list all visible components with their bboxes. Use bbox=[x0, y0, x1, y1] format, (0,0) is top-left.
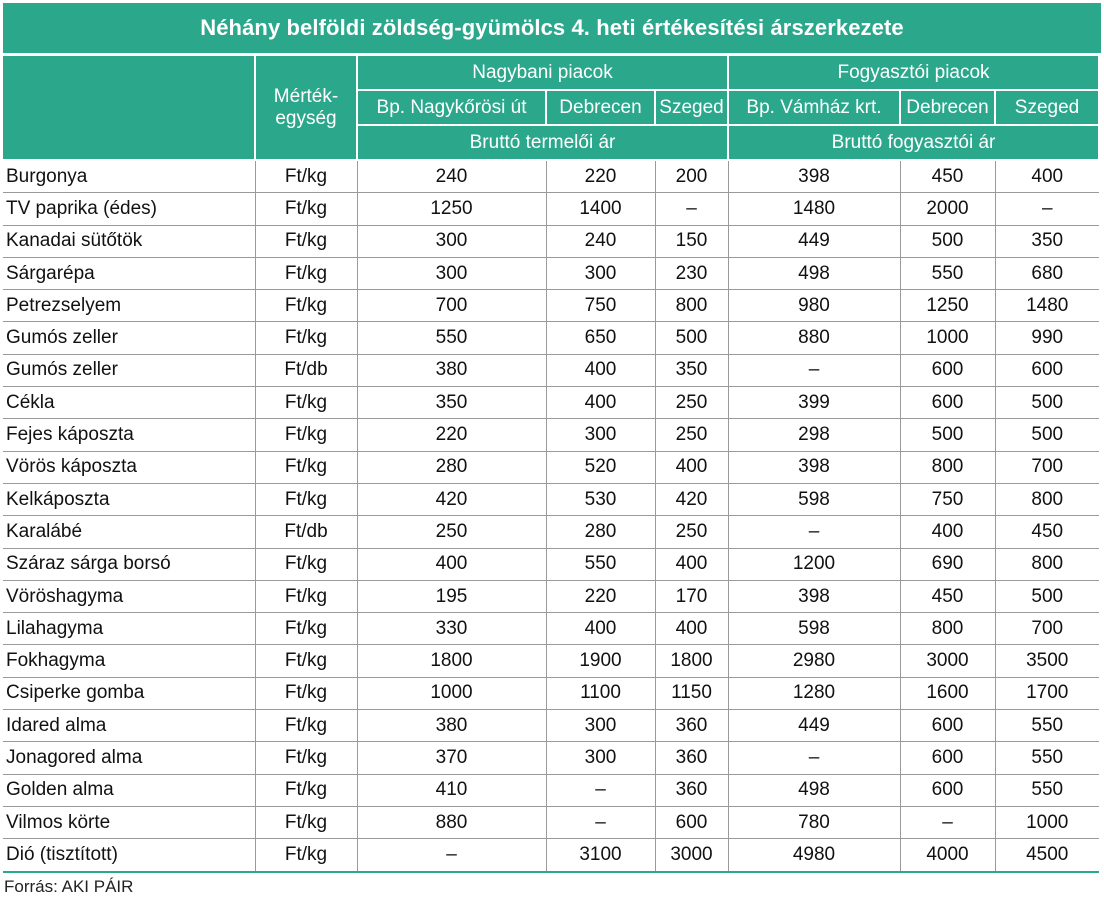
price-cell: 398 bbox=[728, 580, 900, 612]
price-cell: 230 bbox=[655, 257, 728, 289]
product-name: TV paprika (édes) bbox=[3, 193, 255, 225]
unit-cell: Ft/kg bbox=[255, 806, 357, 838]
header-corner bbox=[3, 55, 255, 160]
price-cell: 550 bbox=[357, 322, 546, 354]
price-cell: 200 bbox=[655, 160, 728, 193]
product-name: Száraz sárga borsó bbox=[3, 548, 255, 580]
table-row bbox=[3, 290, 1099, 322]
price-cell: 450 bbox=[900, 580, 995, 612]
product-name: Dió (tisztított) bbox=[3, 839, 255, 872]
price-cell: 880 bbox=[357, 806, 546, 838]
product-name: Burgonya bbox=[3, 160, 255, 193]
price-cell: 1700 bbox=[995, 677, 1099, 709]
price-cell: 450 bbox=[995, 516, 1099, 548]
price-cell: 3100 bbox=[546, 839, 655, 872]
header-unit: Mérték-egység bbox=[255, 55, 357, 160]
price-cell: 600 bbox=[995, 354, 1099, 386]
unit-cell: Ft/kg bbox=[255, 451, 357, 483]
price-cell: – bbox=[546, 774, 655, 806]
price-cell: 400 bbox=[546, 387, 655, 419]
price-cell: 250 bbox=[655, 419, 728, 451]
price-cell: 500 bbox=[995, 387, 1099, 419]
price-cell: 1000 bbox=[900, 322, 995, 354]
price-cell: 240 bbox=[546, 225, 655, 257]
table-row bbox=[3, 225, 1099, 257]
price-cell: – bbox=[728, 742, 900, 774]
price-cell: 4000 bbox=[900, 839, 995, 872]
unit-cell: Ft/kg bbox=[255, 387, 357, 419]
price-table bbox=[3, 54, 1100, 873]
price-cell: 600 bbox=[900, 354, 995, 386]
price-cell: – bbox=[900, 806, 995, 838]
price-cell: 498 bbox=[728, 257, 900, 289]
price-cell: 1150 bbox=[655, 677, 728, 709]
price-cell: 700 bbox=[995, 451, 1099, 483]
header-market-szeged-retail: Szeged bbox=[995, 90, 1099, 125]
price-cell: 330 bbox=[357, 613, 546, 645]
price-cell: 220 bbox=[546, 160, 655, 193]
price-cell: 250 bbox=[655, 516, 728, 548]
table-row bbox=[3, 483, 1099, 515]
price-cell: 1800 bbox=[357, 645, 546, 677]
price-cell: 370 bbox=[357, 742, 546, 774]
price-cell: 750 bbox=[546, 290, 655, 322]
price-cell: 600 bbox=[900, 742, 995, 774]
price-cell: 680 bbox=[995, 257, 1099, 289]
product-name: Karalábé bbox=[3, 516, 255, 548]
product-name: Cékla bbox=[3, 387, 255, 419]
header-wholesale-price: Bruttó termelői ár bbox=[357, 125, 728, 160]
price-cell: 700 bbox=[995, 613, 1099, 645]
price-cell: – bbox=[728, 354, 900, 386]
price-cell: 700 bbox=[357, 290, 546, 322]
unit-cell: Ft/kg bbox=[255, 290, 357, 322]
price-cell: 300 bbox=[546, 742, 655, 774]
price-cell: 550 bbox=[900, 257, 995, 289]
table-row bbox=[3, 354, 1099, 386]
price-cell: 450 bbox=[900, 160, 995, 193]
price-cell: 3000 bbox=[900, 645, 995, 677]
table-row bbox=[3, 322, 1099, 354]
product-name: Idared alma bbox=[3, 710, 255, 742]
price-cell: 800 bbox=[900, 613, 995, 645]
product-name: Vöröshagyma bbox=[3, 580, 255, 612]
price-cell: 400 bbox=[546, 354, 655, 386]
price-cell: 600 bbox=[900, 387, 995, 419]
price-cell: 398 bbox=[728, 451, 900, 483]
price-cell: 400 bbox=[546, 613, 655, 645]
table-title: Néhány belföldi zöldség-gyümölcs 4. heti értékesítési árszerkezete bbox=[3, 3, 1101, 53]
price-cell: 360 bbox=[655, 710, 728, 742]
unit-cell: Ft/kg bbox=[255, 483, 357, 515]
price-cell: 1000 bbox=[357, 677, 546, 709]
price-cell: 780 bbox=[728, 806, 900, 838]
price-cell: – bbox=[546, 806, 655, 838]
product-name: Petrezselyem bbox=[3, 290, 255, 322]
price-cell: 410 bbox=[357, 774, 546, 806]
price-cell: 3000 bbox=[655, 839, 728, 872]
price-cell: 800 bbox=[995, 483, 1099, 515]
table-row bbox=[3, 677, 1099, 709]
product-name: Kanadai sütőtök bbox=[3, 225, 255, 257]
price-cell: 398 bbox=[728, 160, 900, 193]
price-cell: 250 bbox=[357, 516, 546, 548]
price-cell: 500 bbox=[995, 580, 1099, 612]
price-cell: 4500 bbox=[995, 839, 1099, 872]
table-row bbox=[3, 839, 1099, 872]
price-cell: 500 bbox=[900, 225, 995, 257]
header-market-bp-nagykorosi: Bp. Nagykőrösi út bbox=[357, 90, 546, 125]
product-name: Jonagored alma bbox=[3, 742, 255, 774]
price-cell: 690 bbox=[900, 548, 995, 580]
price-cell: 400 bbox=[655, 548, 728, 580]
unit-cell: Ft/kg bbox=[255, 613, 357, 645]
product-name: Fokhagyma bbox=[3, 645, 255, 677]
price-cell: 280 bbox=[357, 451, 546, 483]
table-row bbox=[3, 774, 1099, 806]
source-note: Forrás: AKI PÁIR bbox=[4, 877, 134, 896]
unit-cell: Ft/kg bbox=[255, 839, 357, 872]
price-cell: 220 bbox=[357, 419, 546, 451]
product-name: Gumós zeller bbox=[3, 322, 255, 354]
price-cell: 380 bbox=[357, 710, 546, 742]
unit-cell: Ft/kg bbox=[255, 645, 357, 677]
price-cell: 360 bbox=[655, 774, 728, 806]
price-cell: – bbox=[655, 193, 728, 225]
price-cell: 449 bbox=[728, 710, 900, 742]
unit-cell: Ft/kg bbox=[255, 548, 357, 580]
price-cell: 750 bbox=[900, 483, 995, 515]
unit-cell: Ft/kg bbox=[255, 742, 357, 774]
price-cell: 300 bbox=[546, 710, 655, 742]
unit-cell: Ft/kg bbox=[255, 257, 357, 289]
header-market-bp-vamhaz: Bp. Vámház krt. bbox=[728, 90, 900, 125]
header-retail-price: Bruttó fogyasztói ár bbox=[728, 125, 1099, 160]
table-row bbox=[3, 193, 1099, 225]
price-cell: 400 bbox=[655, 613, 728, 645]
unit-cell: Ft/db bbox=[255, 354, 357, 386]
price-cell: 550 bbox=[995, 742, 1099, 774]
table-row bbox=[3, 710, 1099, 742]
header-market-debrecen-wholesale: Debrecen bbox=[546, 90, 655, 125]
product-name: Lilahagyma bbox=[3, 613, 255, 645]
unit-cell: Ft/kg bbox=[255, 677, 357, 709]
price-cell: 420 bbox=[655, 483, 728, 515]
price-cell: 2980 bbox=[728, 645, 900, 677]
unit-cell: Ft/kg bbox=[255, 710, 357, 742]
unit-cell: Ft/kg bbox=[255, 322, 357, 354]
product-name: Vilmos körte bbox=[3, 806, 255, 838]
price-cell: 300 bbox=[357, 257, 546, 289]
price-cell: 530 bbox=[546, 483, 655, 515]
product-name: Kelkáposzta bbox=[3, 483, 255, 515]
table-row bbox=[3, 160, 1099, 193]
price-cell: 400 bbox=[655, 451, 728, 483]
price-cell: 4980 bbox=[728, 839, 900, 872]
price-cell: 1480 bbox=[995, 290, 1099, 322]
price-cell: 500 bbox=[995, 419, 1099, 451]
price-cell: 520 bbox=[546, 451, 655, 483]
price-cell: 3500 bbox=[995, 645, 1099, 677]
price-cell: 195 bbox=[357, 580, 546, 612]
price-cell: 800 bbox=[900, 451, 995, 483]
table-row bbox=[3, 516, 1099, 548]
price-cell: 280 bbox=[546, 516, 655, 548]
product-name: Fejes káposzta bbox=[3, 419, 255, 451]
price-cell: 990 bbox=[995, 322, 1099, 354]
price-cell: 1400 bbox=[546, 193, 655, 225]
price-cell: 598 bbox=[728, 613, 900, 645]
price-cell: 600 bbox=[900, 710, 995, 742]
price-cell: 1800 bbox=[655, 645, 728, 677]
unit-cell: Ft/kg bbox=[255, 774, 357, 806]
price-cell: 380 bbox=[357, 354, 546, 386]
price-cell: 350 bbox=[357, 387, 546, 419]
price-cell: 1480 bbox=[728, 193, 900, 225]
price-cell: 1000 bbox=[995, 806, 1099, 838]
table-row bbox=[3, 742, 1099, 774]
price-cell: 1200 bbox=[728, 548, 900, 580]
table-row bbox=[3, 613, 1099, 645]
price-cell: 880 bbox=[728, 322, 900, 354]
price-cell: 250 bbox=[655, 387, 728, 419]
price-cell: 498 bbox=[728, 774, 900, 806]
unit-cell: Ft/db bbox=[255, 516, 357, 548]
price-cell: 1250 bbox=[357, 193, 546, 225]
price-cell: 550 bbox=[995, 710, 1099, 742]
table-row bbox=[3, 419, 1099, 451]
price-cell: – bbox=[995, 193, 1099, 225]
product-name: Sárgarépa bbox=[3, 257, 255, 289]
unit-cell: Ft/kg bbox=[255, 225, 357, 257]
product-name: Gumós zeller bbox=[3, 354, 255, 386]
price-cell: 800 bbox=[995, 548, 1099, 580]
price-cell: 300 bbox=[546, 257, 655, 289]
price-cell: 300 bbox=[357, 225, 546, 257]
table-row bbox=[3, 580, 1099, 612]
price-cell: 650 bbox=[546, 322, 655, 354]
header-wholesale-group: Nagybani piacok bbox=[357, 55, 728, 90]
price-cell: 240 bbox=[357, 160, 546, 193]
price-cell: 399 bbox=[728, 387, 900, 419]
price-cell: 300 bbox=[546, 419, 655, 451]
price-cell: 400 bbox=[357, 548, 546, 580]
product-name: Csiperke gomba bbox=[3, 677, 255, 709]
table-row bbox=[3, 806, 1099, 838]
header-retail-group: Fogyasztói piacok bbox=[728, 55, 1099, 90]
price-cell: 350 bbox=[655, 354, 728, 386]
price-cell: 170 bbox=[655, 580, 728, 612]
product-name: Vörös káposzta bbox=[3, 451, 255, 483]
price-cell: 298 bbox=[728, 419, 900, 451]
table-row bbox=[3, 548, 1099, 580]
price-cell: 1280 bbox=[728, 677, 900, 709]
price-cell: 598 bbox=[728, 483, 900, 515]
table-body bbox=[3, 160, 1099, 872]
price-cell: 500 bbox=[900, 419, 995, 451]
unit-cell: Ft/kg bbox=[255, 160, 357, 193]
table-row bbox=[3, 257, 1099, 289]
price-cell: 1600 bbox=[900, 677, 995, 709]
price-cell: 600 bbox=[900, 774, 995, 806]
price-cell: 1900 bbox=[546, 645, 655, 677]
price-cell: 550 bbox=[995, 774, 1099, 806]
table-row bbox=[3, 645, 1099, 677]
table-row bbox=[3, 387, 1099, 419]
price-cell: 1100 bbox=[546, 677, 655, 709]
table-row bbox=[3, 451, 1099, 483]
unit-cell: Ft/kg bbox=[255, 580, 357, 612]
header-market-debrecen-retail: Debrecen bbox=[900, 90, 995, 125]
unit-cell: Ft/kg bbox=[255, 193, 357, 225]
price-cell: 2000 bbox=[900, 193, 995, 225]
price-cell: 400 bbox=[900, 516, 995, 548]
product-name: Golden alma bbox=[3, 774, 255, 806]
price-cell: 220 bbox=[546, 580, 655, 612]
price-cell: 800 bbox=[655, 290, 728, 322]
price-cell: 500 bbox=[655, 322, 728, 354]
price-cell: 550 bbox=[546, 548, 655, 580]
price-cell: 360 bbox=[655, 742, 728, 774]
header-market-szeged-wholesale: Szeged bbox=[655, 90, 728, 125]
price-cell: 400 bbox=[995, 160, 1099, 193]
price-cell: – bbox=[728, 516, 900, 548]
price-cell: – bbox=[357, 839, 546, 872]
unit-cell: Ft/kg bbox=[255, 419, 357, 451]
price-cell: 600 bbox=[655, 806, 728, 838]
price-cell: 980 bbox=[728, 290, 900, 322]
price-cell: 449 bbox=[728, 225, 900, 257]
price-cell: 1250 bbox=[900, 290, 995, 322]
price-cell: 420 bbox=[357, 483, 546, 515]
price-cell: 150 bbox=[655, 225, 728, 257]
price-cell: 350 bbox=[995, 225, 1099, 257]
